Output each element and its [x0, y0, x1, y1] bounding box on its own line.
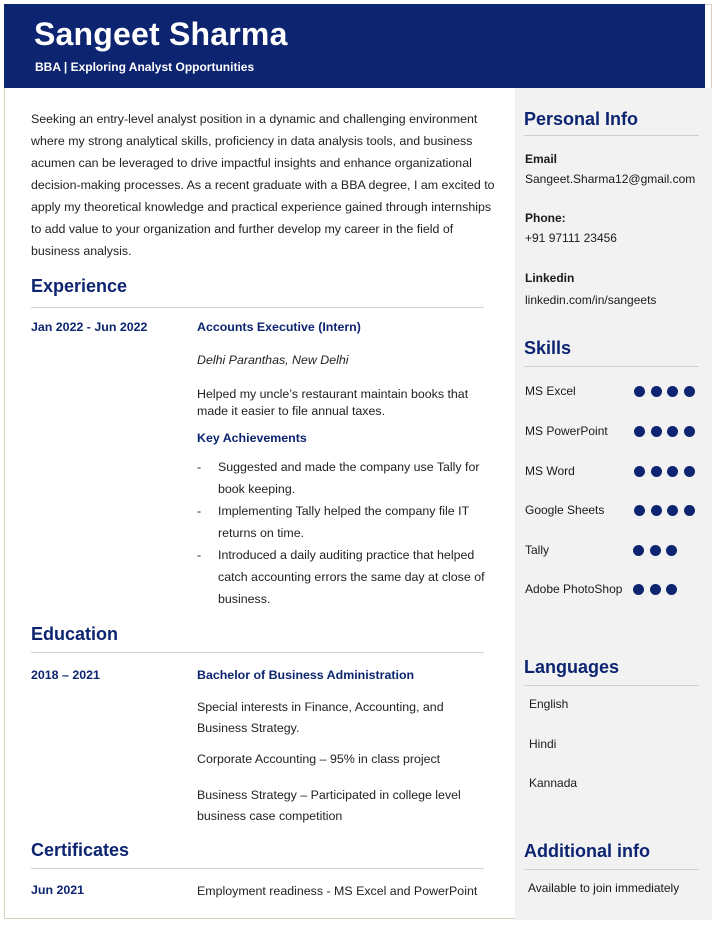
certificate-date: Jun 2021 — [31, 883, 85, 897]
skill-name: Google Sheets — [525, 503, 605, 517]
email-value: Sangeet.Sharma12@gmail.com — [525, 172, 696, 186]
skill-dot — [633, 545, 644, 556]
skill-dot — [666, 545, 677, 556]
phone-value: +91 97111 23456 — [525, 231, 617, 245]
skill-dot — [667, 386, 678, 397]
list-item: - Suggested and made the company use Tally for book keeping. — [197, 460, 480, 496]
skill-level-dots — [633, 584, 703, 596]
skill-dot — [667, 466, 678, 477]
skill-dot — [650, 545, 661, 556]
phone-label: Phone: — [525, 211, 566, 225]
skill-dot — [651, 466, 662, 477]
candidate-name: Sangeet Sharma — [34, 16, 288, 52]
experience-description: Helped my uncle’s restaurant maintain books that made it easier to file annual taxes. — [197, 387, 469, 418]
experience-dates: Jan 2022 - Jun 2022 — [31, 320, 148, 334]
linkedin-value: linkedin.com/in/sangeets — [525, 293, 657, 307]
certificates-title: Certificates — [31, 840, 130, 860]
skill-dot — [684, 505, 695, 516]
skill-dot — [651, 386, 662, 397]
list-item: - Introduced a daily auditing practice that helped catch accounting errors the same day at close of business. — [197, 548, 485, 606]
skills-title: Skills — [524, 338, 572, 358]
skill-level-dots — [634, 426, 704, 438]
personal-info-title: Personal Info — [524, 109, 639, 129]
achievements-list — [197, 456, 499, 610]
skill-dot — [684, 426, 695, 437]
language-item: Kannada — [529, 776, 578, 790]
email-label: Email — [525, 152, 558, 166]
education-item: Special interests in Finance, Accounting, and Business Strategy. — [197, 700, 444, 735]
education-degree: Bachelor of Business Administration — [197, 668, 415, 682]
education-dates: 2018 – 2021 — [31, 668, 100, 682]
skill-name: MS PowerPoint — [525, 424, 608, 438]
education-item: Business Strategy – Participated in college level business case competition — [197, 788, 461, 823]
skill-dot — [634, 505, 645, 516]
list-item: - Implementing Tally helped the company file IT returns on time. — [197, 504, 469, 540]
skill-dot — [666, 584, 677, 595]
skill-level-dots — [634, 386, 704, 398]
summary-text: Seeking an entry-level analyst position in a dynamic and challenging environment where my strong analytical skills, proficiency in data analysis tools, and business acumen can be leveraged to drive impactful insights and enhance organizational decision-making processes. As a recent graduate with a BBA degree, I am excited to apply my theoretical knowledge and practical experience gained through internships to add value to your organization and further develop my career in the field of business analysis. — [31, 112, 495, 258]
languages-title: Languages — [524, 657, 620, 677]
experience-title: Experience — [31, 276, 128, 296]
additional-info-text: Available to join immediately — [528, 881, 680, 895]
skill-dot — [651, 505, 662, 516]
education-item: Corporate Accounting – 95% in class project — [197, 752, 441, 766]
skill-dot — [651, 426, 662, 437]
skill-level-dots — [634, 466, 704, 478]
skill-dot — [633, 584, 644, 595]
skill-name: Adobe PhotoShop — [525, 582, 623, 596]
achievements-title: Key Achievements — [197, 431, 307, 445]
skills-divider — [524, 366, 699, 367]
experience-role: Accounts Executive (Intern) — [197, 320, 361, 334]
skill-dot — [634, 386, 645, 397]
skill-name: MS Word — [525, 464, 575, 478]
skill-dot — [667, 426, 678, 437]
personal-info-divider — [524, 135, 699, 136]
skill-level-dots — [634, 505, 704, 517]
linkedin-label: Linkedin — [525, 271, 575, 285]
experience-company: Delhi Paranthas, New Delhi — [197, 353, 349, 367]
skill-dot — [667, 505, 678, 516]
language-item: Hindi — [529, 737, 557, 751]
skill-dot — [684, 386, 695, 397]
skill-dot — [650, 584, 661, 595]
education-divider — [31, 652, 484, 653]
candidate-tagline: BBA | Exploring Analyst Opportunities — [35, 60, 255, 74]
skill-dot — [684, 466, 695, 477]
education-title: Education — [31, 624, 119, 644]
resume-header — [4, 4, 705, 88]
certificate-item: Employment readiness - MS Excel and PowerPoint — [197, 884, 478, 898]
additional-info-divider — [524, 869, 699, 870]
certificates-divider — [31, 868, 484, 869]
skill-level-dots — [633, 545, 703, 557]
skill-dot — [634, 426, 645, 437]
languages-divider — [524, 685, 699, 686]
skill-name: MS Excel — [525, 384, 576, 398]
experience-divider — [31, 307, 484, 308]
language-item: English — [529, 697, 569, 711]
skill-dot — [634, 466, 645, 477]
additional-info-title: Additional info — [524, 841, 650, 861]
skill-name: Tally — [525, 543, 550, 557]
